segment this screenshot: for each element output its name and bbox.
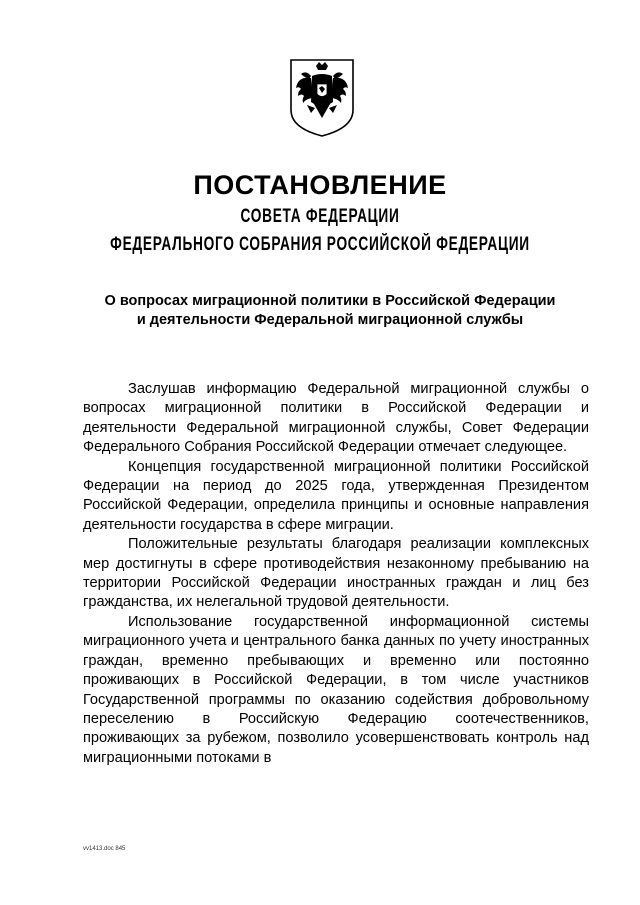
paragraph: Использование государственной информационной системы миграционного учета и центрального банка данных по учету иностранных граждан, временно пребывающих и временно или постоянно проживающих в Российской Федерации, в том числе участников Государственной программы по оказанию содействия добровольному переселению в Российскую Федерацию соотечественников, проживающих за рубежом, позволило усовершенствовать контроль над миграционными потоками в [83,613,589,766]
subject-line-1: О вопросах миграционной политики в Российской Федерации [104,293,556,309]
subject-line-2: и деятельности Федеральной миграционной службы [136,312,524,328]
document-reference: vv1413.doc 845 [83,846,126,852]
paragraph: Заслушав информацию Федеральной миграционной службы о вопросах миграционной политики в Российской Федерации и деятельности Федеральной миграционной службы, Совет Федерации Федерального Собрания Российской Федерации отмечает следующее. [83,381,589,456]
issuer-line-2: ФЕДЕРАЛЬНОГО СОБРАНИЯ РОССИЙСКОЙ ФЕДЕРАЦИИ [110,234,530,255]
document-body [83,380,589,768]
document-type-title: ПОСТАНОВЛЕНИЕ [193,170,447,200]
paragraph: Концепция государственной миграционной политики Российской Федерации на период до 2025 года, утвержденная Президентом Российской Федерации, определила принципы и основные направления деятельности государства в сфере миграции. [83,458,589,533]
paragraph: Положительные результаты благодаря реализации комплексных мер достигнуты в сфере противодействия незаконному пребыванию на территории Российской Федерации иностранных граждан и лиц без гражданства, их нелегальной трудовой деятельности. [83,536,589,611]
document-subject [60,292,600,330]
coat-of-arms-icon [289,58,355,138]
issuer-line-1: СОВЕТА ФЕДЕРАЦИИ [240,206,400,227]
